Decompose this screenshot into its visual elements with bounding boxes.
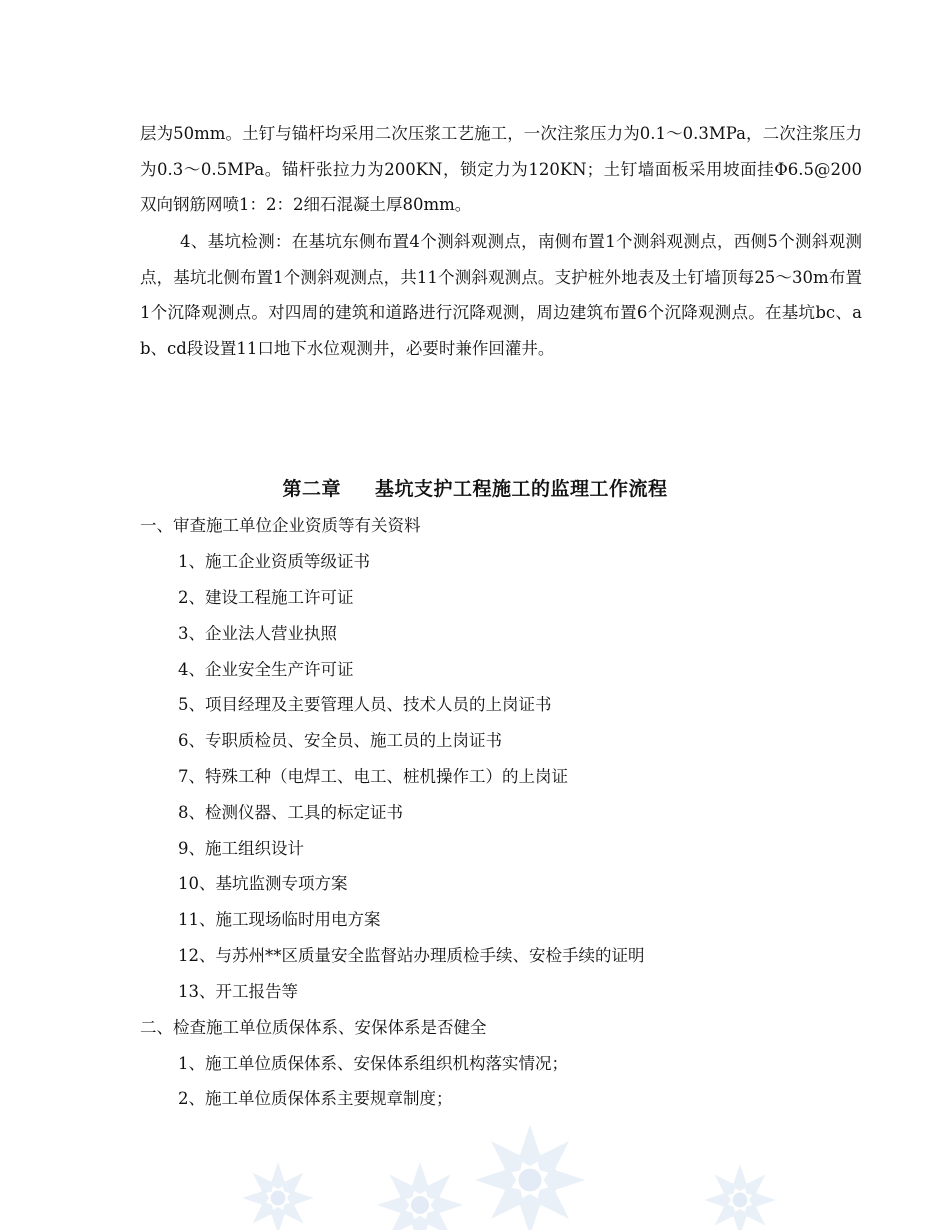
body-paragraph-2: 4、基坑检测：在基坑东侧布置4个测斜观测点，南侧布置1个测斜观测点，西侧5个测斜观测点，基坑北侧布置1个测斜观测点，共11个测斜观测点。支护桩外地表及土钉墙顶每25～30m布置1个沉降观测点。对四周的建筑和道路进行沉降观测，周边建筑布置6个沉降观测点。在基坑bc、ab、cd段设置11口地下水位观测井，必要时兼作回灌井。 — [140, 232, 862, 358]
chapter-number: 第二章 — [282, 478, 341, 500]
section-heading-2: 二、检查施工单位质保体系、安保体系是否健全 — [140, 1018, 487, 1037]
chapter-title — [0, 474, 950, 501]
list-item: 12、与苏州**区质量安全监督站办理质检手续、安检手续的证明 — [178, 946, 645, 965]
list-item: 13、开工报告等 — [178, 982, 298, 1001]
chapter-heading: 基坑支护工程施工的监理工作流程 — [375, 478, 668, 500]
list-item: 3、企业法人营业执照 — [178, 624, 337, 643]
list-item: 2、施工单位质保体系主要规章制度； — [178, 1089, 453, 1108]
list-item: 10、基坑监测专项方案 — [178, 874, 348, 893]
list-item: 1、施工企业资质等级证书 — [178, 552, 370, 571]
list-item: 8、检测仪器、工具的标定证书 — [178, 803, 403, 822]
list-item: 9、施工组织设计 — [178, 839, 304, 858]
list-item: 2、建设工程施工许可证 — [178, 588, 354, 607]
body-paragraph-1: 层为50mm。土钉与锚杆均采用二次压浆工艺施工，一次注浆压力为0.1～0.3MPa，二次注浆压力为0.3～0.5MPa。锚杆张拉力为200KN，锁定力为120KN；土钉墙面板采用坡面挂Φ6.5@200双向钢筋网喷1：2：2细石混凝土厚80mm。 — [140, 124, 862, 215]
list-item: 4、企业安全生产许可证 — [178, 660, 354, 679]
list-item: 11、施工现场临时用电方案 — [178, 910, 381, 929]
list-item: 5、项目经理及主要管理人员、技术人员的上岗证书 — [178, 695, 552, 714]
list-item: 6、专职质检员、安全员、施工员的上岗证书 — [178, 731, 502, 750]
list-item: 7、特殊工种（电焊工、电工、桩机操作工）的上岗证 — [178, 767, 568, 786]
section-heading-1: 一、审查施工单位企业资质等有关资料 — [140, 516, 421, 535]
list-item: 1、施工单位质保体系、安保体系组织机构落实情况； — [178, 1054, 568, 1073]
watermark-snowflake-icon — [0, 1110, 950, 1230]
